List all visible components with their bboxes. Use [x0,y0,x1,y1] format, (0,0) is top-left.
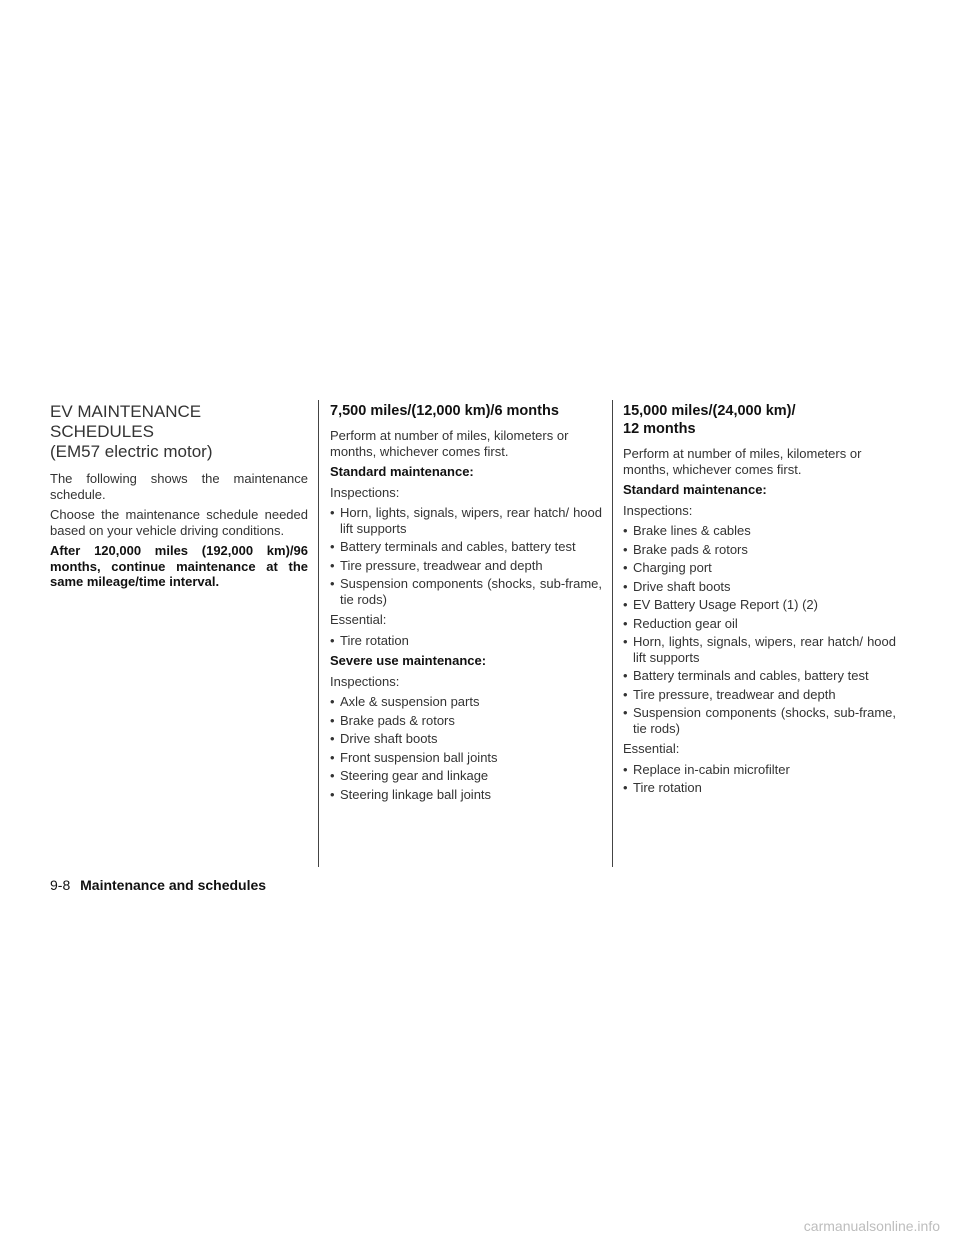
list-item [330,713,602,729]
bullet-icon: • [623,541,628,557]
standard-inspections-list [623,523,896,736]
essential-label: Essential: [330,612,387,627]
list-item [623,542,896,558]
list-item-text: Steering linkage ball joints [340,786,492,802]
column-intro [50,402,308,595]
bullet-icon: • [623,705,628,720]
bullet-icon: • [623,634,628,649]
list-item-text: Charging port [633,560,712,575]
bullet-icon: • [330,694,335,709]
intro-paragraph-2: Choose the maintenance schedule needed based on your vehicle driving conditions. [50,507,308,538]
bullet-icon: • [623,523,628,538]
list-item-text: Tire rotation [340,632,409,648]
watermark: carmanualsonline.info [803,1218,940,1234]
list-item [623,616,896,632]
bullet-icon: • [330,749,335,765]
list-item-text: Axle & suspension parts [340,694,480,709]
list-item [623,634,896,665]
schedule-heading-7500: 7,500 miles/(12,000 km)/6 months [330,403,559,419]
list-item-text: EV Battery Usage Report (1) (2) [633,597,818,612]
bullet-icon: • [623,668,628,683]
bullet-icon: • [623,597,628,612]
list-item [330,731,602,747]
bullet-icon: • [623,780,628,795]
list-item [623,705,896,736]
bullet-icon: • [330,539,335,554]
bullet-icon: • [623,615,628,631]
column-7500-miles [330,402,602,807]
standard-maintenance-label: Standard maintenance: [330,464,474,479]
list-item [623,579,896,595]
list-item [330,558,602,574]
column-divider-2 [612,400,613,867]
list-item [330,694,602,710]
column-15000-miles [623,402,896,801]
list-item [330,539,602,555]
essential-list [330,633,602,649]
interval-note: After 120,000 miles (192,000 km)/96 months, continue maintenance at the same mileage/time interval. [50,543,308,589]
standard-inspections-list [330,505,602,607]
list-item-text: Tire rotation [633,780,702,795]
list-item [330,768,602,784]
essential-list [623,762,896,796]
bullet-icon: • [330,768,335,783]
intro-paragraph-1: The following shows the maintenance schedule. [50,471,308,502]
list-item [330,576,602,607]
list-item-text: Horn, lights, signals, wipers, rear hatch/ hood lift supports [340,505,602,536]
list-item-text: Replace in-cabin microfilter [633,761,790,777]
chapter-title: Maintenance and schedules [80,877,267,893]
list-item [623,560,896,576]
section-title [50,402,308,462]
list-item [623,597,896,613]
page-number: 9-8 [50,877,71,893]
essential-label: Essential: [623,741,680,756]
list-item-text: Drive shaft boots [340,731,438,746]
severe-inspections-label: Inspections: [330,673,400,689]
inspections-label: Inspections: [623,502,693,518]
bullet-icon: • [330,712,335,728]
list-item [330,750,602,766]
list-item-text: Drive shaft boots [633,578,731,594]
inspections-label: Inspections: [330,484,400,500]
list-item-text: Brake lines & cables [633,523,751,538]
list-item-text: Suspension components (shocks, sub-frame, tie rods) [340,576,602,607]
list-item-text: Suspension components (shocks, sub-frame, tie rods) [633,705,896,736]
schedule-heading-15000-line1: 15,000 miles/(24,000 km)/ [623,403,796,419]
list-item-text: Horn, lights, signals, wipers, rear hatch/ hood lift supports [633,634,896,665]
list-item-text: Battery terminals and cables, battery test [633,668,869,683]
section-title-line1: EV MAINTENANCE SCHEDULES [50,402,202,441]
severe-maintenance-label: Severe use maintenance: [330,653,487,668]
bullet-icon: • [623,761,628,777]
page-footer [50,877,266,893]
list-item [330,505,602,536]
standard-maintenance-label: Standard maintenance: [623,482,767,497]
schedule-heading-15000-line2: 12 months [623,421,696,437]
list-item [623,687,896,703]
list-item-text: Reduction gear oil [633,615,738,631]
list-item-text: Front suspension ball joints [340,749,498,765]
list-item [623,523,896,539]
column-divider-1 [318,400,319,867]
list-item [330,787,602,803]
bullet-icon: • [330,632,335,648]
bullet-icon: • [330,786,335,802]
schedule-heading-15000 [623,402,896,438]
list-item-text: Steering gear and linkage [340,768,489,783]
bullet-icon: • [623,578,628,594]
schedule-intro-15000: Perform at number of miles, kilometers or months, whichever comes first. [623,446,862,477]
bullet-icon: • [330,576,335,591]
list-item-text: Brake pads & rotors [340,712,455,728]
list-item [623,780,896,796]
bullet-icon: • [330,505,335,520]
list-item-text: Brake pads & rotors [633,541,748,557]
list-item-text: Tire pressure, treadwear and depth [340,557,543,573]
list-item [330,633,602,649]
severe-inspections-list [330,694,602,802]
list-item-text: Battery terminals and cables, battery test [340,539,576,554]
list-item [623,668,896,684]
bullet-icon: • [623,686,628,702]
list-item [623,762,896,778]
bullet-icon: • [623,560,628,575]
bullet-icon: • [330,557,335,573]
list-item-text: Tire pressure, treadwear and depth [633,686,836,702]
section-title-line2: (EM57 electric motor) [50,442,213,461]
bullet-icon: • [330,731,335,746]
schedule-intro-7500: Perform at number of miles, kilometers or months, whichever comes first. [330,428,569,459]
